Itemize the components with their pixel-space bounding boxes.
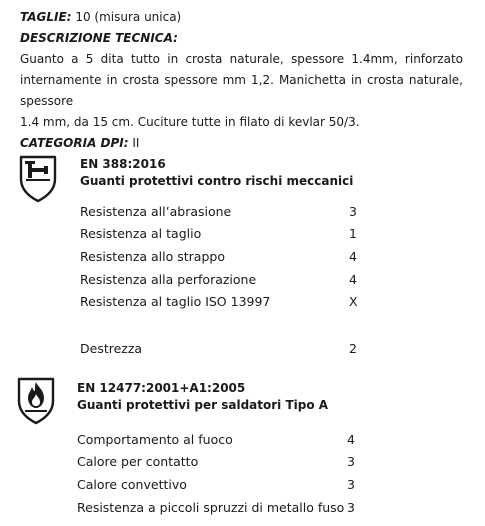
- property-row: [77, 477, 355, 492]
- property-label: Calore per contatto: [77, 454, 199, 469]
- hammer-shield-icon: [18, 155, 58, 203]
- property-value: X: [349, 294, 358, 309]
- description-heading-line: [20, 28, 463, 49]
- property-label: Resistenza alla perforazione: [80, 272, 257, 287]
- property-value: 4: [349, 272, 357, 287]
- property-label: Comportamento al fuoco: [77, 432, 233, 447]
- standard-en12477-code: EN 12477:2001+A1:2005: [77, 381, 246, 395]
- property-row: [80, 272, 357, 287]
- property-row: [80, 294, 358, 309]
- category-line: [20, 133, 463, 154]
- property-value: 3: [347, 454, 355, 469]
- property-value: 4: [347, 432, 355, 447]
- property-value: 3: [349, 204, 357, 219]
- property-label: Resistenza all’abrasione: [80, 204, 232, 219]
- property-row: [77, 454, 355, 469]
- property-row: [77, 500, 355, 515]
- standard-en388-title: Guanti protettivi contro rischi meccanici: [80, 174, 354, 188]
- sizes-label: TAGLIE:: [20, 10, 72, 24]
- property-row: [80, 249, 357, 264]
- property-value: 3: [347, 477, 355, 492]
- property-value: 1: [349, 226, 357, 241]
- standard-en388-code: EN 388:2016: [80, 157, 166, 171]
- description-line-3: 1.4 mm, da 15 cm. Cuciture tutte in filato di kevlar 50/3.: [20, 115, 360, 129]
- category-value: II: [128, 136, 140, 150]
- property-value: 3: [347, 500, 355, 515]
- sizes-value: 10 (misura unica): [71, 10, 182, 24]
- standard-en12477-header: [77, 380, 328, 414]
- property-label: Resistenza al taglio ISO 13997: [80, 294, 271, 309]
- property-row: [77, 432, 355, 447]
- property-row: [80, 204, 357, 219]
- description-text: [20, 49, 463, 133]
- property-label: Resistenza a piccoli spruzzi di metallo fuso: [77, 500, 345, 515]
- property-label: Destrezza: [80, 341, 143, 356]
- property-label: Resistenza allo strappo: [80, 249, 225, 264]
- standard-en388-header: [80, 156, 353, 190]
- technical-sheet-intro: [20, 7, 463, 154]
- category-label: CATEGORIA DPI:: [20, 136, 129, 150]
- description-line-2: internamente in crosta spessore mm 1,2. Manichetta in crosta naturale, spessore: [20, 73, 463, 108]
- property-row: [80, 341, 357, 356]
- description-line-1: Guanto a 5 dita tutto in crosta naturale, spessore 1.4mm, rinforzato: [20, 52, 463, 66]
- description-label: DESCRIZIONE TECNICA:: [20, 31, 178, 45]
- property-row: [80, 226, 357, 241]
- standard-en12477-title: Guanti protettivi per saldatori Tipo A: [77, 398, 329, 412]
- flame-shield-icon: [16, 377, 56, 425]
- property-value: 4: [349, 249, 357, 264]
- property-label: Calore convettivo: [77, 477, 187, 492]
- property-value: 2: [349, 341, 357, 356]
- sizes-line: [20, 7, 463, 28]
- property-label: Resistenza al taglio: [80, 226, 202, 241]
